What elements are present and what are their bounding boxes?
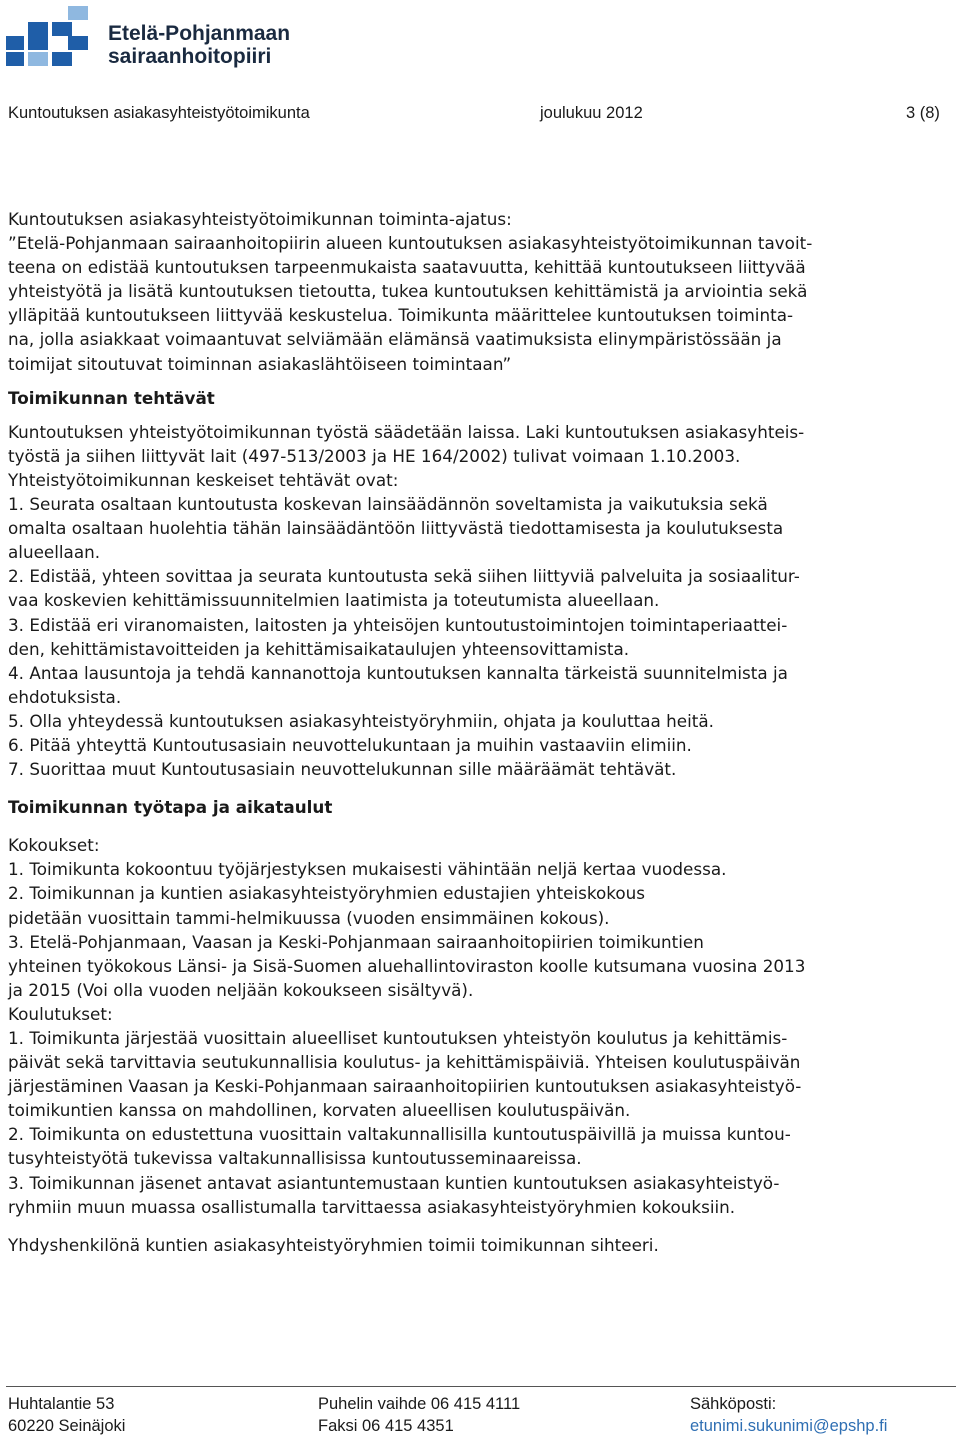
footer-address-line: Huhtalantie 53 bbox=[8, 1395, 115, 1413]
header-page-number: 3 (8) bbox=[906, 104, 940, 122]
logo-line-2: sairaanhoitopiiri bbox=[108, 45, 272, 68]
text-line: omalta osaltaan huolehtia tähän lainsäädäntöön liittyvästä tiedottamisesta ja koulutuksesta bbox=[8, 518, 784, 539]
footer-phone bbox=[318, 1393, 520, 1437]
footer-divider bbox=[6, 1386, 956, 1387]
header-date: joulukuu 2012 bbox=[540, 104, 643, 122]
logo-wordmark bbox=[108, 22, 290, 68]
mission-paragraph bbox=[8, 207, 944, 376]
text-line: yhteinen työkokous Länsi- ja Sisä-Suomen aluehallintoviraston koolle kutsumana vuosina 2013 bbox=[8, 955, 806, 976]
document-body bbox=[8, 207, 944, 1257]
logo-mark-icon bbox=[6, 6, 88, 68]
text-line: järjestäminen Vaasan ja Keski-Pohjanmaan sairaanhoitopiirien kuntoutuksen asiakasyhteistyö- bbox=[8, 1076, 802, 1097]
text-line: Kuntoutuksen asiakasyhteistyötoimikunnan toiminta-ajatus: bbox=[8, 209, 512, 229]
text-line: ”Etelä-Pohjanmaan sairaanhoitopiirin alueen kuntoutuksen asiakasyhteistyötoimikunnan tavoit- bbox=[8, 233, 813, 254]
text-line: toimikuntien kanssa on mahdollinen, korvaten alueellisen koulutuspäivän. bbox=[8, 1100, 631, 1121]
text-line: 2. Edistää, yhteen sovittaa ja seurata kuntoutusta sekä siihen liittyviä palveluita ja sosiaalitur- bbox=[8, 566, 800, 587]
text-line: 1. Seurata osaltaan kuntoutusta koskevan lainsäädännön soveltamista ja vaikutuksia sekä bbox=[8, 494, 768, 515]
text-line: päivät sekä tarvittavia seutukunnallisia koulutus- ja kehittämispäiviä. Yhteisen koulutuspäivän bbox=[8, 1052, 801, 1073]
text-line: Koulutukset: bbox=[8, 1003, 113, 1024]
text-line: 5. Olla yhteydessä kuntoutuksen asiakasyhteistyöryhmiin, ohjata ja kouluttaa heitä. bbox=[8, 710, 714, 731]
text-line: 4. Antaa lausuntoja ja tehdä kannanottoja kuntoutuksen kannalta tärkeistä suunnitelmista ja bbox=[8, 662, 788, 683]
footer-fax-line: Faksi 06 415 4351 bbox=[318, 1417, 454, 1435]
text-line: Yhteistyötoimikunnan keskeiset tehtävät ovat: bbox=[8, 469, 399, 490]
text-line: yhteistyötä ja lisätä kuntoutuksen tietoutta, tukea kuntoutuksen kehittämistä ja arviointia sekä bbox=[8, 281, 808, 302]
section-heading: Toimikunnan tehtävät bbox=[8, 387, 215, 408]
text-line: 3. Edistää eri viranomaisten, laitosten ja yhteisöjen kuntoutustoimintojen toimintaperiaattei- bbox=[8, 614, 788, 635]
text-line: 1. Toimikunta kokoontuu työjärjestyksen mukaisesti vähintään neljä kertaa vuodessa. bbox=[8, 859, 727, 880]
footer-email bbox=[690, 1393, 887, 1437]
text-line: ja 2015 (Voi olla vuoden neljään kokoukseen sisältyvä). bbox=[8, 979, 474, 1000]
footer-address bbox=[8, 1393, 125, 1437]
text-line: 2. Toimikunnan ja kuntien asiakasyhteistyöryhmien edustajien yhteiskokous bbox=[8, 883, 646, 904]
text-line: 7. Suorittaa muut Kuntoutusasiain neuvottelukunnan sille määräämät tehtävät. bbox=[8, 759, 677, 780]
text-line: Kuntoutuksen yhteistyötoimikunnan työstä säädetään laissa. Laki kuntoutuksen asiakasyhteis- bbox=[8, 421, 805, 442]
text-line: 6. Pitää yhteyttä Kuntoutusasiain neuvottelukuntaan ja muihin vastaaviin elimiin. bbox=[8, 734, 692, 755]
text-line: vaa koskevien kehittämissuunnitelmien laatimista ja toteutumista alueellaan. bbox=[8, 590, 660, 611]
text-line: ehdotuksista. bbox=[8, 686, 122, 707]
duties-paragraph bbox=[8, 420, 944, 781]
text-line: 2. Toimikunta on edustettuna vuosittain valtakunnallisilla kuntoutuspäivillä ja muissa kuntou- bbox=[8, 1124, 791, 1145]
footer-email-label: Sähköposti: bbox=[690, 1395, 777, 1413]
footer-address-line: 60220 Seinäjoki bbox=[8, 1417, 126, 1435]
text-line: ryhmiin muun muassa osallistumalla tarvittaessa asiakasyhteistyöryhmien kokouksiin. bbox=[8, 1196, 736, 1217]
text-line: 3. Toimikunnan jäsenet antavat asiantuntemustaan kuntien kuntoutuksen asiakasyhteistyö- bbox=[8, 1172, 780, 1193]
text-line: 1. Toimikunta järjestää vuosittain alueelliset kuntoutuksen yhteistyön koulutus ja kehittämis- bbox=[8, 1028, 788, 1048]
text-line: ylläpitää kuntoutukseen liittyvää keskustelua. Toimikunta määrittelee kuntoutuksen toiminta- bbox=[8, 305, 794, 326]
text-line: Kokoukset: bbox=[8, 835, 100, 856]
text-line: työstä ja siihen liittyvät lait (497-513/2003 ja HE 164/2002) tulivat voimaan 1.10.2003. bbox=[8, 445, 741, 466]
section-heading: Toimikunnan työtapa ja aikataulut bbox=[8, 797, 333, 818]
text-line: na, jolla asiakkaat voimaantuvat selviämään elämänsä vaatimuksista elinympäristössään ja bbox=[8, 329, 782, 350]
organization-logo bbox=[6, 6, 306, 68]
methods-paragraph bbox=[8, 833, 944, 1219]
footer-email-link[interactable]: etunimi.sukunimi@epshp.fi bbox=[690, 1417, 888, 1435]
text-line: den, kehittämistavoitteiden ja kehittämisaikataulujen yhteensovittamista. bbox=[8, 638, 630, 659]
logo-line-1: Etelä-Pohjanmaan bbox=[108, 22, 291, 45]
text-line: teena on edistää kuntoutuksen tarpeenmukaista saatavuutta, kehittää kuntoutukseen liittyvää bbox=[8, 257, 806, 278]
contact-person-line: Yhdyshenkilönä kuntien asiakasyhteistyöryhmien toimii toimikunnan sihteeri. bbox=[8, 1234, 659, 1255]
text-line: pidetään vuosittain tammi-helmikuussa (vuoden ensimmäinen kokous). bbox=[8, 907, 610, 928]
text-line: 3. Etelä-Pohjanmaan, Vaasan ja Keski-Pohjanmaan sairaanhoitopiirien toimikuntien bbox=[8, 931, 704, 952]
text-line: toimijat sitoutuvat toiminnan asiakaslähtöiseen toimintaan” bbox=[8, 353, 512, 374]
footer-phone-line: Puhelin vaihde 06 415 4111 bbox=[318, 1395, 521, 1413]
text-line: tusyhteistyötä tukevissa valtakunnallisissa kuntoutusseminaareissa. bbox=[8, 1148, 582, 1169]
text-line: alueellaan. bbox=[8, 542, 101, 563]
header-document-title: Kuntoutuksen asiakasyhteistyötoimikunta bbox=[8, 104, 310, 122]
